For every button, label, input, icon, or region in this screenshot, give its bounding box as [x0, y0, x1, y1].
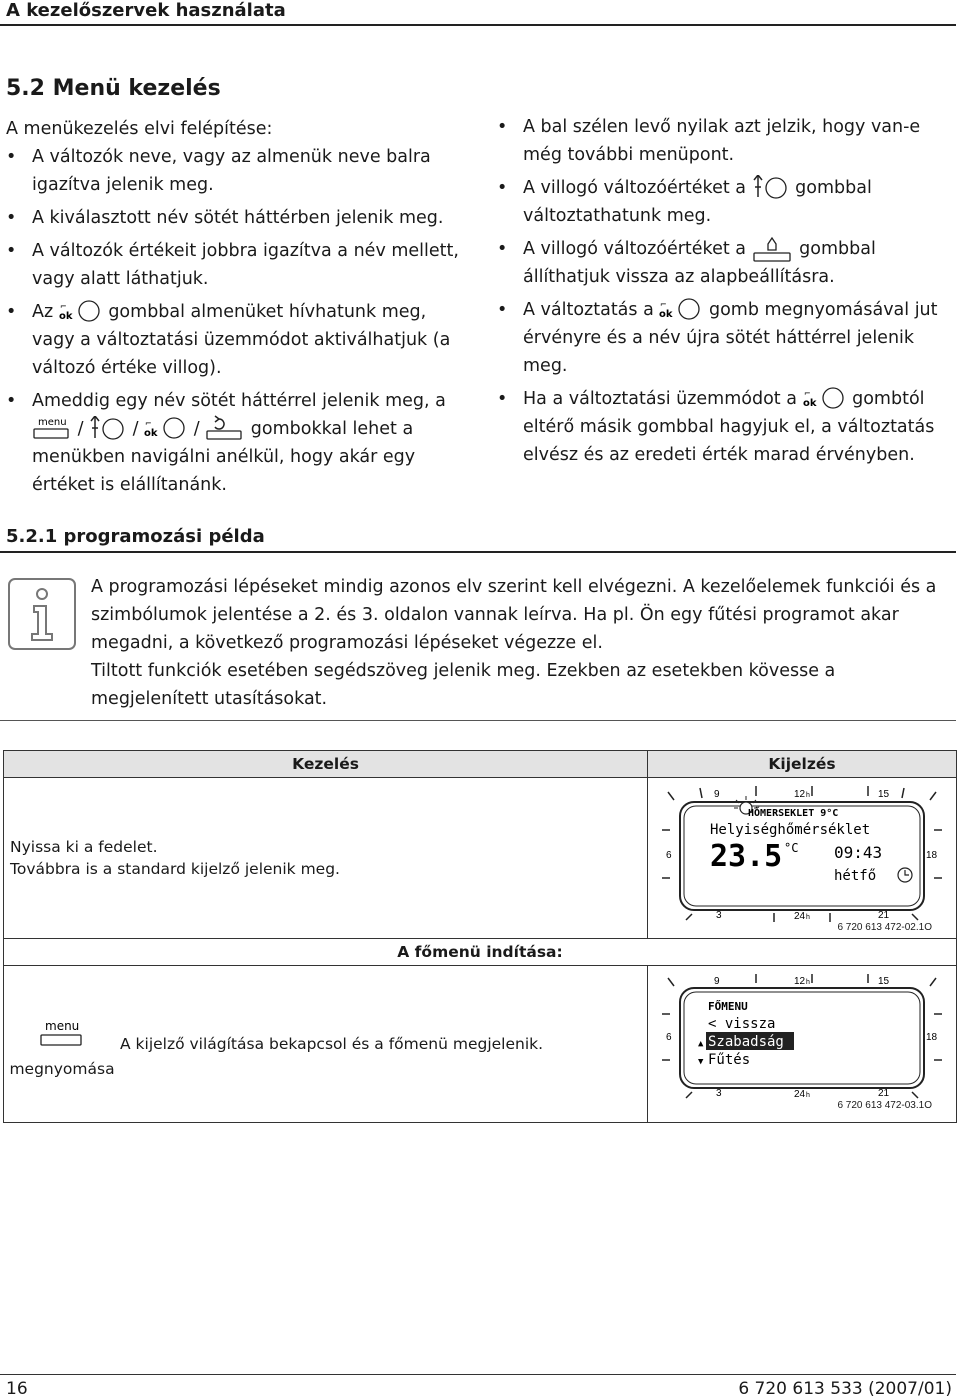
menu-item-back: < vissza [708, 1016, 776, 1032]
step-text: A kijelző világítása bekapcsol és a főmenü megjelenik. [120, 1035, 544, 1053]
display-unit: °C [784, 841, 799, 855]
svg-text:12: 12 [794, 789, 806, 800]
right-bullet-list [497, 113, 957, 469]
ok-knob-icon [59, 299, 103, 325]
info-icon [8, 578, 76, 650]
display-temperature: 23.5 [710, 839, 783, 874]
display-day: hétfő [834, 868, 877, 884]
reset-button-icon [752, 235, 794, 263]
note-paragraph: A programozási lépéseket mindig azonos elv szerint kell elvégezni. A kezelőelemek funkciói és a szimbólumok jelentése a 2. és 3. oldalon vannak leírva. Ha pl. Ön egy fűtési programot akar megadni, a következő programozási lépéseket végezze el. [91, 577, 937, 653]
operation-cell: Nyissa ki a fedelet. Továbbra is a standard kijelző jelenik meg. [4, 778, 648, 939]
intro-text: A menükezelés elvi felépítése: [6, 119, 273, 139]
note-divider-top [0, 551, 956, 553]
list-item: • A változók értékeit jobbra igazítva a név mellett, vagy alatt láthatjuk. [6, 237, 466, 293]
display-label: Helyiséghőmérséklet [710, 822, 871, 838]
figure-code: 6 720 613 472-02.1O [837, 922, 932, 933]
list-item: • Ha a változtatási üzemmódot a gombtól eltérő másik gombbal hagyjuk el, a változtatás elvész és az eredeti érték marad érvényben. [497, 385, 957, 469]
footer-divider [0, 1374, 956, 1375]
display-cell [648, 778, 957, 939]
section-title: 5.2 Menü kezelés [6, 76, 221, 101]
column-header-display: Kijelzés [648, 751, 957, 778]
table-row [4, 778, 957, 939]
ok-knob-icon [659, 297, 703, 323]
list-item: • A villogó változóértéket a gombbal változtathatunk meg. [497, 174, 957, 230]
operation-cell [4, 966, 648, 1123]
svg-text:h: h [806, 979, 810, 986]
scroll-arrow-icon: ▲ [698, 1039, 704, 1049]
note-text [91, 573, 951, 713]
menu-item-heating: Fűtés [708, 1052, 751, 1068]
header-divider [0, 24, 956, 26]
ok-knob-icon [144, 416, 188, 442]
svg-text:6: 6 [666, 1032, 672, 1043]
list-item: • Ameddig egy név sötét háttérrel jelenik meg, a menu / / / gombokkal lehet a menükben navigálni anélkül, hogy akár egy értéket is elállítanánk. [6, 387, 466, 499]
svg-text:h: h [806, 914, 810, 921]
table-row [4, 966, 957, 1123]
back-button-icon [205, 415, 245, 443]
left-column [6, 115, 466, 504]
main-menu-display [662, 974, 942, 1102]
svg-text:6: 6 [666, 850, 672, 861]
display-cell [648, 966, 957, 1123]
list-item: • A bal szélen levő nyilak azt jelzik, hogy van-e még további menüpont. [497, 113, 957, 169]
note-divider-bottom [0, 720, 956, 721]
right-column [497, 113, 957, 474]
display-banner: HŐMERSEKLET 9°C [748, 808, 839, 819]
svg-text:12: 12 [794, 976, 806, 987]
svg-text:3: 3 [716, 910, 722, 921]
figure-code: 6 720 613 472-03.1O [837, 1100, 932, 1111]
svg-text:menu: menu [38, 417, 67, 428]
page-number: 16 [6, 1379, 28, 1399]
table-group-row [4, 939, 957, 966]
standard-display [662, 786, 942, 924]
svg-text:15: 15 [878, 789, 890, 800]
svg-text:18: 18 [926, 850, 938, 861]
svg-text:21: 21 [878, 910, 890, 921]
scroll-arrow-icon: ▼ [698, 1057, 704, 1067]
svg-text:18: 18 [926, 1032, 938, 1043]
rotary-knob-icon [89, 416, 127, 442]
svg-text:15: 15 [878, 976, 890, 987]
operation-table [3, 750, 957, 1123]
group-heading: A főmenü indítása: [4, 939, 957, 966]
list-item: • A kiválasztott név sötét háttérben jelenik meg. [6, 204, 466, 232]
document-reference: 6 720 613 533 (2007/01) [738, 1379, 952, 1399]
note-paragraph: Tiltott funkciók esetében segédszöveg jelenik meg. Ezekben az esetekben kövesse a megjelenített utasításokat. [91, 661, 836, 709]
button-caption: megnyomása [9, 1060, 115, 1078]
svg-text:21: 21 [878, 1088, 890, 1099]
svg-text:h: h [806, 1092, 810, 1099]
ok-knob-icon [803, 386, 847, 412]
table-header-row [4, 751, 957, 778]
display-time: 09:43 [834, 843, 883, 862]
svg-text:9: 9 [714, 976, 720, 987]
svg-text:24: 24 [794, 1089, 806, 1100]
svg-text:h: h [806, 792, 810, 799]
rotary-knob-icon [752, 175, 790, 201]
menu-item-selected: Szabadság [708, 1034, 784, 1050]
list-item: • A változtatás a gomb megnyomásával jut érvényre és a név újra sötét háttérrel jelenik meg. [497, 296, 957, 380]
svg-text:9: 9 [714, 789, 720, 800]
list-item: • A változók neve, vagy az almenük neve balra igazítva jelenik meg. [6, 143, 466, 199]
page-header-title: A kezelőszervek használata [6, 0, 286, 21]
subsection-title: 5.2.1 programozási példa [6, 526, 265, 547]
left-bullet-list [6, 143, 466, 499]
svg-text:24: 24 [794, 911, 806, 922]
menu-title: FŐMENU [708, 1000, 748, 1013]
menu-button-icon [37, 1018, 87, 1050]
menu-button-icon [32, 415, 72, 443]
list-item: • A villogó változóértéket a gombbal állíthatjuk vissza az alapbeállításra. [497, 235, 957, 291]
svg-text:menu: menu [45, 1019, 80, 1033]
column-header-operation: Kezelés [4, 751, 648, 778]
svg-text:3: 3 [716, 1088, 722, 1099]
list-item: • Az gombbal almenüket hívhatunk meg, vagy a változtatási üzemmódot aktiválhatjuk (a változó értéke villog). [6, 298, 466, 382]
